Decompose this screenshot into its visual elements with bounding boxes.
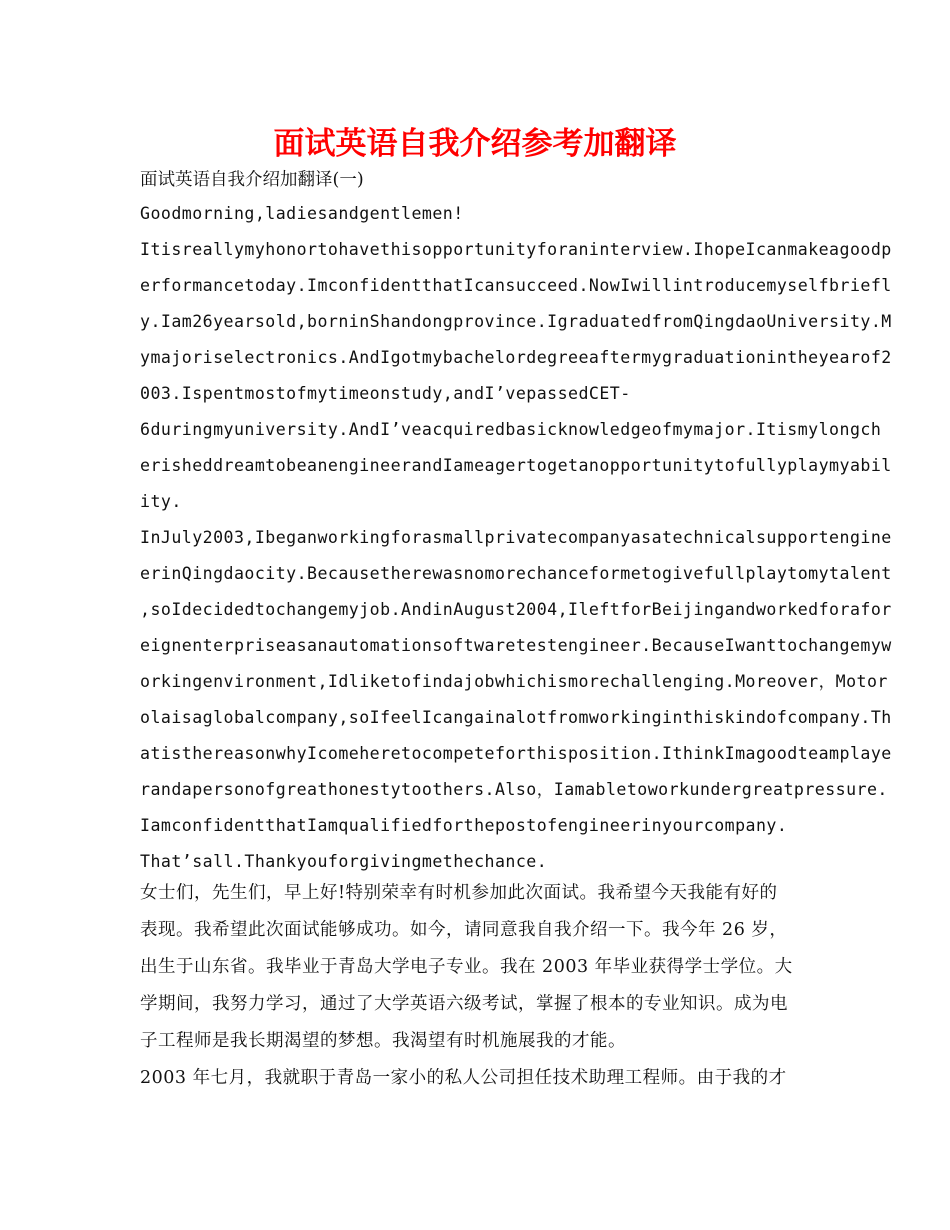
english-line-12: ,soIdecidedtochangemyjob.AndinAugust2004,IleftforBeijingandworkedforafor [140, 600, 892, 619]
english-line-17: randapersonofgreathonestytoothers.Also，Iamabletoworkundergreatpressure. [140, 780, 888, 799]
english-line-14: orkingenvironment,Idliketofindajobwhichismorechallenging.Moreover，Motor [140, 672, 888, 691]
chinese-line-3: 出生于山东省。我毕业于青岛大学电子专业。我在 2003 年毕业获得学士学位。大 [140, 957, 793, 977]
document-subtitle: 面试英语自我介绍加翻译(一) [140, 170, 364, 190]
english-line-5: ymajoriselectronics.AndIgotmybachelordegreeaftermygraduationintheyearof2 [140, 348, 892, 367]
chinese-line-2: 表现。我希望此次面试能够成功。如今，请同意我自我介绍一下。我今年 26 岁， [140, 920, 788, 940]
document-title: 面试英语自我介绍参考加翻译 [273, 126, 677, 162]
chinese-line-4: 学期间，我努力学习，通过了大学英语六级考试，掌握了根本的专业知识。成为电 [140, 994, 788, 1014]
english-line-1: Goodmorning,ladiesandgentlemen! [140, 204, 464, 223]
english-line-8: erisheddreamtobeanengineerandIameagertogetanopportunitytofullyplaymyabil [140, 456, 892, 475]
english-line-16: atisthereasonwhyIcomeheretocompeteforthisposition.IthinkImagoodteamplaye [140, 744, 892, 763]
chinese-line-1: 女士们，先生们，早上好!特别荣幸有时机参加此次面试。我希望今天我能有好的 [140, 883, 778, 903]
english-line-10: InJuly2003,Ibeganworkingforasmallprivatecompanyasatechnicalsupportengine [140, 528, 892, 547]
english-line-4: y.Iam26yearsold,borninShandongprovince.IgraduatedfromQingdaoUniversity.M [140, 312, 892, 331]
english-line-3: erformancetoday.ImconfidentthatIcansucceed.NowIwillintroducemyselfbriefl [140, 276, 892, 295]
english-line-15: olaisaglobalcompany,soIfeelIcangainalotfromworkinginthiskindofcompany.Th [140, 708, 892, 727]
chinese-line-5: 子工程师是我长期渴望的梦想。我渴望有时机施展我的才能。 [140, 1031, 626, 1051]
english-line-19: That’sall.Thankyouforgivingmethechance. [140, 852, 548, 871]
english-line-6: 003.Ispentmostofmytimeonstudy,andI’vepassedCET- [140, 384, 631, 403]
english-line-7: 6duringmyuniversity.AndI’veacquiredbasicknowledgeofmymajor.Itismylongch [140, 420, 882, 439]
english-line-13: eignenterpriseasanautomationsoftwaretestengineer.BecauseIwanttochangemyw [140, 636, 892, 655]
english-line-9: ity. [140, 492, 182, 511]
english-line-18: IamconfidentthatIamqualifiedforthepostofengineerinyourcompany. [140, 816, 788, 835]
chinese-line-6: 2003 年七月，我就职于青岛一家小的私人公司担任技术助理工程师。由于我的才 [140, 1068, 787, 1088]
english-line-2: Itisreallymyhonortohavethisopportunityforaninterview.IhopeIcanmakeagoodp [140, 240, 892, 259]
english-line-11: erinQingdaocity.Becausetherewasnomorechanceformetogivefullplaytomytalent [140, 564, 892, 583]
